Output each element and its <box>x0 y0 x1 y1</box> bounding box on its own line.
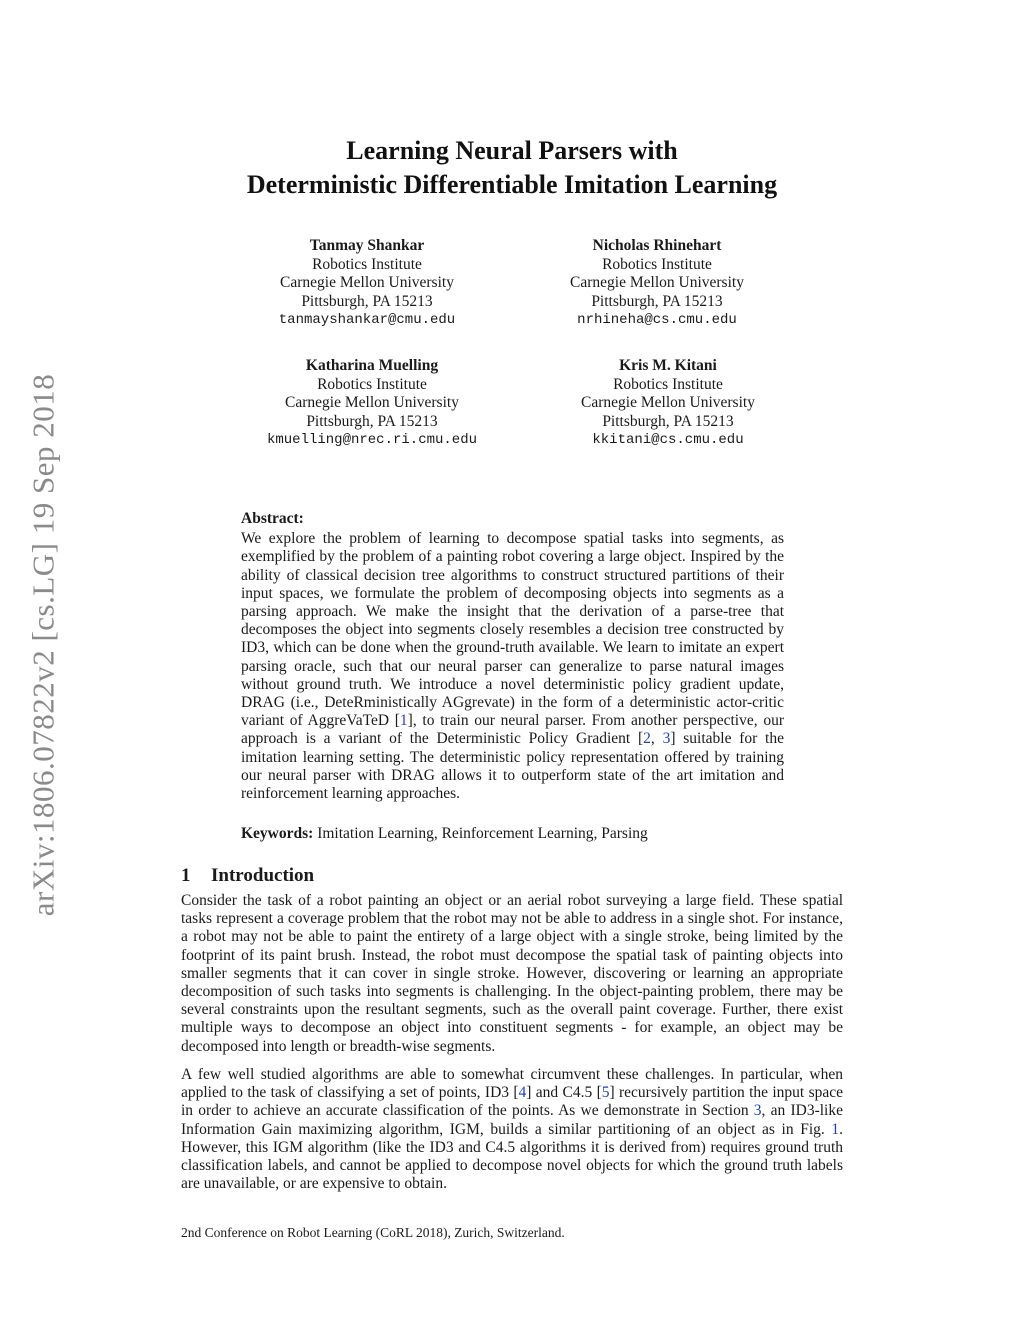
citation-link-3[interactable]: 3 <box>662 730 671 748</box>
intro-text-e: . However, this IGM algorithm (like the ID3 and C4.5 algorithms it is derived from) requires ground truth classification labels, and cannot be applied to decompose novel objects for which the ground truth labels are unavailable, or are expensive to obtain. <box>181 1120 843 1193</box>
citation-link-2[interactable]: 2 <box>643 730 651 748</box>
section-title: Introduction <box>211 865 315 886</box>
author-location: Pittsburgh, PA 15213 <box>306 412 438 430</box>
author-dept: Robotics Institute <box>613 375 723 393</box>
author-location: Pittsburgh, PA 15213 <box>602 412 734 430</box>
intro-text-c: ] recursively partition the input space in order to achieve an accurate classification of the points. As we demonstrate in Section <box>181 1084 843 1120</box>
keywords-label: Keywords: <box>241 825 314 842</box>
author-email: nrhineha@cs.cmu.edu <box>577 312 737 328</box>
author-org: Carnegie Mellon University <box>570 274 744 291</box>
abstract-text-1: We explore the problem of learning to decompose spatial tasks into segments, as exemplified by the problem of a painting robot covering a large object. Inspired by the ability of classical decision tree algorithms to construct structured partitions of their input spaces, we formulate the problem of decomposing objects into segments as a parsing approach. We make the insight that the derivation of a parse-tree that decomposes the object into segments closely resembles a decision tree constructed by ID3, which can be done when the ground-truth available. We learn to imitate an expert parsing oracle, such that our neural parser can generalize to parse natural images without ground truth. We introduce a novel deterministic policy gradient update, DRAG (i.e., DeteRministically AGgrevate) in the form of a deterministic actor-critic variant of AggreVaTeD [ <box>241 530 784 730</box>
author-email: tanmayshankar@cmu.edu <box>278 312 456 328</box>
author-dept: Robotics Institute <box>312 255 422 273</box>
intro-paragraph-2 <box>181 1066 843 1193</box>
abstract-text-3: ] suitable for the imitation learning setting. The deterministic policy representation offered by training our neural parser with DRAG allows it to outperform state of the art imitation and reinforcement learning approaches. <box>241 730 784 803</box>
citation-separator: , <box>650 730 663 748</box>
author-name: Kris M. Kitani <box>619 357 717 374</box>
author-email: kkitani@cs.cmu.edu <box>592 432 744 448</box>
title-line-2: Deterministic Differentiable Imitation Learning <box>246 170 778 199</box>
intro-text-a: A few well studied algorithms are able to somewhat circumvent these challenges. In particular, when applied to the task of classifying a set of points, ID3 [ <box>181 1066 843 1102</box>
abstract <box>241 510 784 803</box>
author-org: Carnegie Mellon University <box>280 274 454 291</box>
paper-title <box>0 134 1024 202</box>
abstract-text-2: ], to train our neural parser. From another perspective, our approach is a variant of the Deterministic Policy Gradient [ <box>241 712 784 748</box>
citation-link-5[interactable]: 5 <box>601 1084 610 1102</box>
keywords-text: Imitation Learning, Reinforcement Learning, Parsing <box>317 825 648 842</box>
intro-text-b: ] and C4.5 [ <box>526 1084 602 1102</box>
citation-link-4[interactable]: 4 <box>518 1084 527 1102</box>
section-number: 1 <box>181 865 191 886</box>
arxiv-stamp <box>18 350 68 940</box>
citation-link-1[interactable]: 1 <box>399 712 408 730</box>
author-email: kmuelling@nrec.ri.cmu.edu <box>266 432 478 448</box>
author-dept: Robotics Institute <box>317 375 427 393</box>
author-block-4 <box>518 357 818 450</box>
author-block-1 <box>217 237 517 330</box>
abstract-body <box>241 530 784 803</box>
section-ref-link-3[interactable]: 3 <box>753 1102 762 1120</box>
arxiv-stamp-text: arXiv:1806.07822v2 [cs.LG] 19 Sep 2018 <box>25 373 60 917</box>
author-name: Katharina Muelling <box>305 357 439 374</box>
author-name: Nicholas Rhinehart <box>592 237 722 254</box>
author-block-3 <box>222 357 522 450</box>
title-line-1: Learning Neural Parsers with <box>346 136 678 165</box>
author-name: Tanmay Shankar <box>309 237 425 254</box>
footer-note: 2nd Conference on Robot Learning (CoRL 2018), Zurich, Switzerland. <box>181 1225 565 1240</box>
figure-ref-link-1[interactable]: 1 <box>831 1120 840 1138</box>
author-block-2 <box>507 237 807 330</box>
author-location: Pittsburgh, PA 15213 <box>301 292 433 310</box>
author-dept: Robotics Institute <box>602 255 712 273</box>
keywords <box>241 825 784 843</box>
intro-text-d: , an ID3-like Information Gain maximizing algorithm, IGM, builds a similar partitioning of an object as in Fig. <box>181 1102 843 1138</box>
author-org: Carnegie Mellon University <box>581 394 755 411</box>
section-heading <box>181 865 314 887</box>
abstract-heading: Abstract: <box>241 510 304 527</box>
intro-paragraph-1: Consider the task of a robot painting an object or an aerial robot surveying a large field. These spatial tasks represent a coverage problem that the robot may not be able to address in a single shot. For instance, a robot may not be able to paint the entirety of a large object with a single stroke, being limited by the footprint of its paint brush. Instead, the robot must decompose the spatial task of painting objects into smaller segments that it can cover in single stroke. However, discovering or learning an appropriate decomposition of such tasks into segments is challenging. In the object-painting problem, there may be several constraints upon the resultant segments, such as the overall paint coverage. Further, there exist multiple ways to decompose an object into constituent segments - for example, an object may be decomposed into length or breadth-wise segments. <box>181 892 843 1055</box>
author-org: Carnegie Mellon University <box>285 394 459 411</box>
author-location: Pittsburgh, PA 15213 <box>591 292 723 310</box>
